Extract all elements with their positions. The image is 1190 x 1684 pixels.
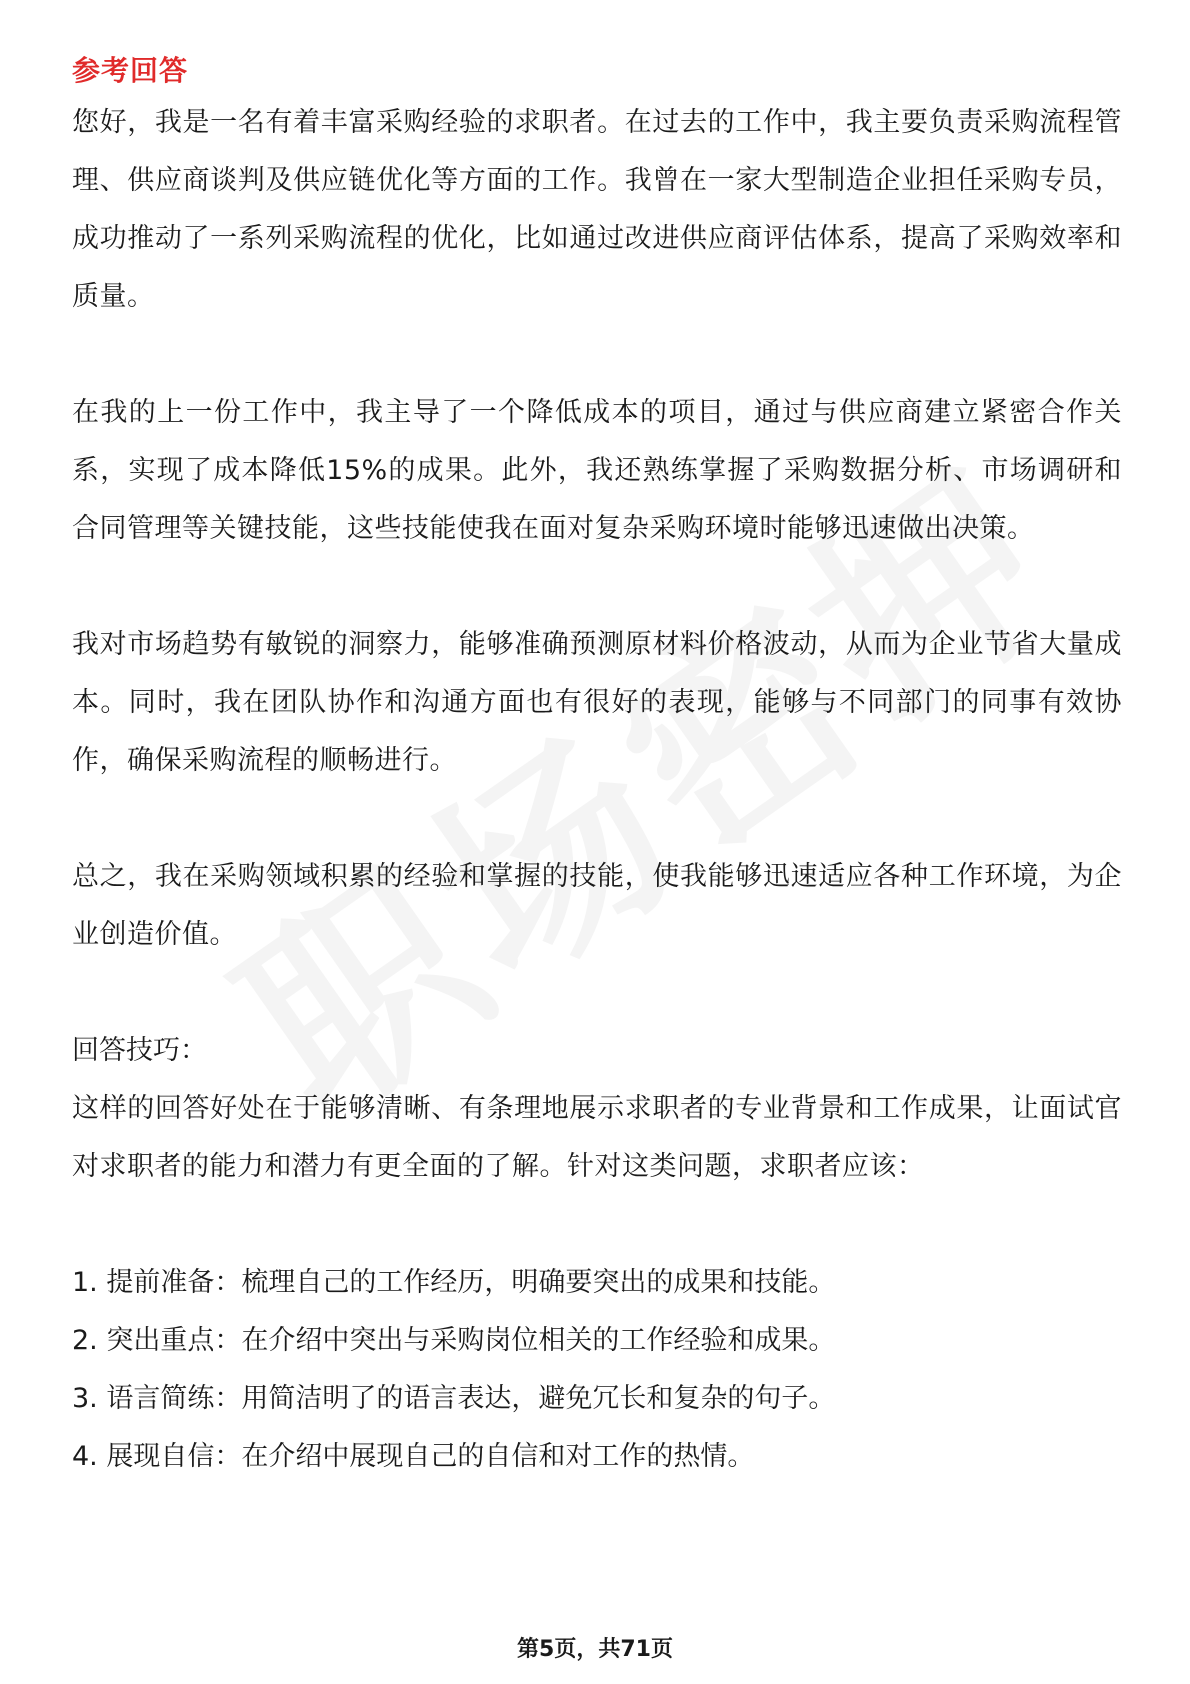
paragraph-3: 我对市场趋势有敏锐的洞察力，能够准确预测原材料价格波动，从而为企业节省大量成本。同时，我在团队协作和沟通方面也有很好的表现，能够与不同部门的同事有效协作，确保采购流程的顺畅进行。: [72, 629, 1122, 776]
tips-intro: 这样的回答好处在于能够清晰、有条理地展示求职者的专业背景和工作成果，让面试官对求职者的能力和潜力有更全面的了解。针对这类问题，求职者应该：: [72, 1093, 1122, 1182]
list-item: 1. 提前准备：梳理自己的工作经历，明确要突出的成果和技能。: [72, 1267, 836, 1298]
paragraph-gap: [72, 964, 1122, 1022]
document-content: [72, 48, 1122, 1486]
list-item: 4. 展现自信：在介绍中展现自己的自信和对工作的热情。: [72, 1441, 755, 1472]
section-heading: 参考回答: [72, 54, 189, 87]
paragraph-gap: [72, 326, 1122, 384]
list-item: 2. 突出重点：在介绍中突出与采购岗位相关的工作经验和成果。: [72, 1325, 836, 1356]
paragraph-gap: [72, 790, 1122, 848]
paragraph-2: 在我的上一份工作中，我主导了一个降低成本的项目，通过与供应商建立紧密合作关系，实现了成本降低15%的成果。此外，我还熟练掌握了采购数据分析、市场调研和合同管理等关键技能，这些技能使我在面对复杂采购环境时能够迅速做出决策。: [72, 397, 1122, 544]
page-number: 第5页，共71页: [517, 1637, 673, 1662]
tips-title: 回答技巧：: [72, 1035, 207, 1066]
paragraph-gap: [72, 558, 1122, 616]
list-item: 3. 语言简练：用简洁明了的语言表达，避免冗长和复杂的句子。: [72, 1383, 836, 1414]
paragraph-gap: [72, 1196, 1122, 1254]
paragraph-4: 总之，我在采购领域积累的经验和掌握的技能，使我能够迅速适应各种工作环境，为企业创造价值。: [72, 861, 1122, 950]
tips-list: [72, 1254, 1122, 1486]
paragraph-1: 您好，我是一名有着丰富采购经验的求职者。在过去的工作中，我主要负责采购流程管理、供应商谈判及供应链优化等方面的工作。我曾在一家大型制造企业担任采购专员，成功推动了一系列采购流程的优化，比如通过改进供应商评估体系，提高了采购效率和质量。: [72, 107, 1122, 312]
